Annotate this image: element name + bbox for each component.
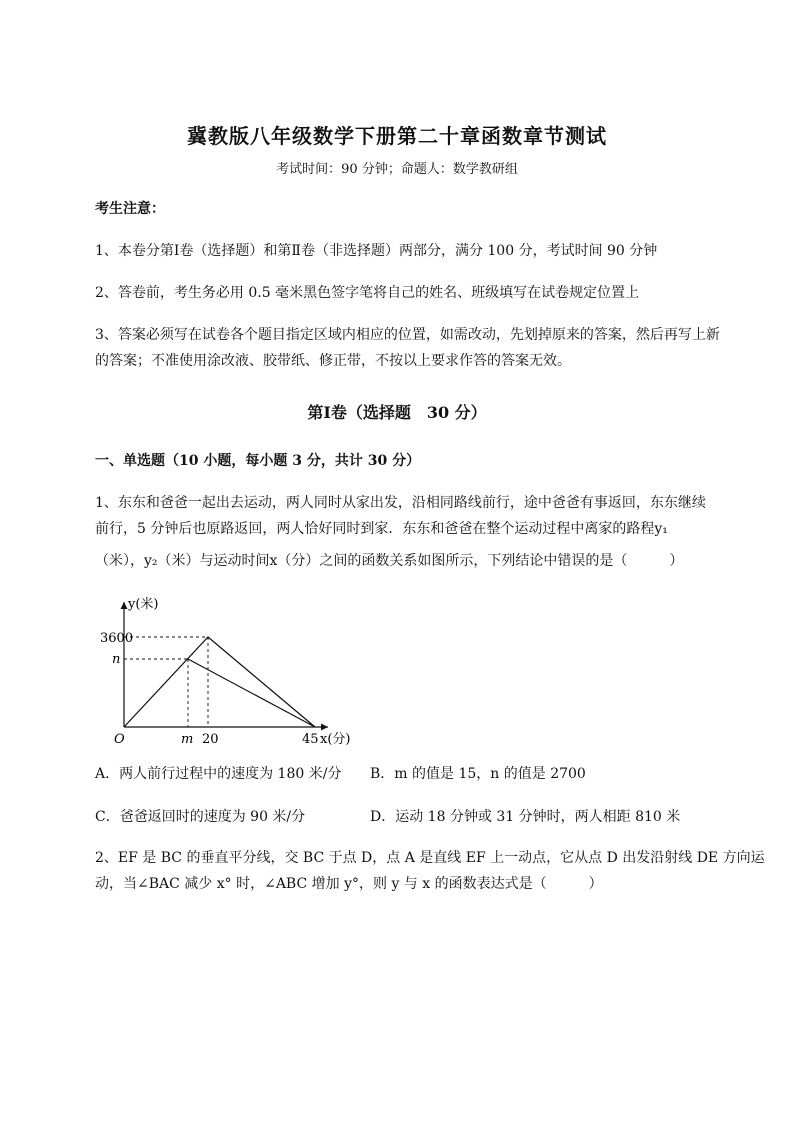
q1-option-c: C．爸爸返回时的速度为 90 米/分: [95, 809, 306, 825]
page-title: 冀教版八年级数学下册第二十章函数章节测试: [187, 124, 607, 148]
y-tick-3600: 3600: [100, 631, 134, 646]
notice-item-3: 3、答案必须写在试卷各个题目指定区域内相应的位置，如需改动，先划掉原来的答案，然后再写上新: [95, 327, 720, 343]
q1-line-3: （米），y₂（米）与运动时间x（分）之间的函数关系如图所示，下列结论中错误的是（ ）: [95, 553, 684, 569]
q1-option-b: B．m 的值是 15，n 的值是 2700: [370, 766, 586, 782]
notice-item-2: 2、答卷前，考生务必用 0.5 毫米黑色签字笔将自己的姓名、班级填写在试卷规定位置上: [95, 285, 640, 301]
q1-function-graph: [100, 590, 370, 750]
graph-line-dongdong: [124, 637, 315, 727]
x-axis-label: x(分): [320, 732, 351, 747]
q2-line-2: 动，当∠BAC 减少 x° 时，∠ABC 增加 y°，则 y 与 x 的函数表达式是（ ）: [95, 876, 603, 892]
q2-line-1: 2、EF 是 BC 的垂直平分线，交 BC 于点 D，点 A 是直线 EF 上一动点，它从点 D 出发沿射线 DE 方向运: [95, 850, 765, 866]
x-tick-45: 45: [302, 732, 319, 747]
q1-option-a: A．两人前行过程中的速度为 180 米/分: [95, 766, 342, 782]
part-heading: 一、单选题（10 小题，每小题 3 分，共计 30 分）: [95, 453, 421, 469]
page-subtitle: 考试时间：90 分钟；命题人：数学教研组: [276, 162, 518, 177]
q1-line-2: 前行，5 分钟后也原路返回，两人恰好同时到家．东东和爸爸在整个运动过程中离家的路程y₁: [95, 521, 668, 537]
notice-item-3-cont: 的答案；不准使用涂改液、胶带纸、修正带，不按以上要求作答的答案无效。: [95, 353, 571, 369]
notice-item-1: 1、本卷分第Ⅰ卷（选择题）和第Ⅱ卷（非选择题）两部分，满分 100 分，考试时间 90 分钟: [95, 243, 658, 259]
q1-line-1: 1、东东和爸爸一起出去运动，两人同时从家出发，沿相同路线前行，途中爸爸有事返回，东东继续: [95, 495, 706, 511]
graph-line-father: [188, 659, 315, 727]
origin-label: O: [114, 732, 125, 747]
y-axis-label: y(米): [128, 597, 159, 612]
x-tick-m: m: [181, 732, 194, 747]
y-tick-n: n: [112, 652, 121, 667]
q1-option-d: D．运动 18 分钟或 31 分钟时，两人相距 810 米: [370, 809, 681, 825]
x-tick-20: 20: [202, 732, 219, 747]
notice-heading: 考生注意：: [95, 201, 165, 217]
section-title: 第Ⅰ卷（选择题 30 分）: [307, 403, 487, 422]
